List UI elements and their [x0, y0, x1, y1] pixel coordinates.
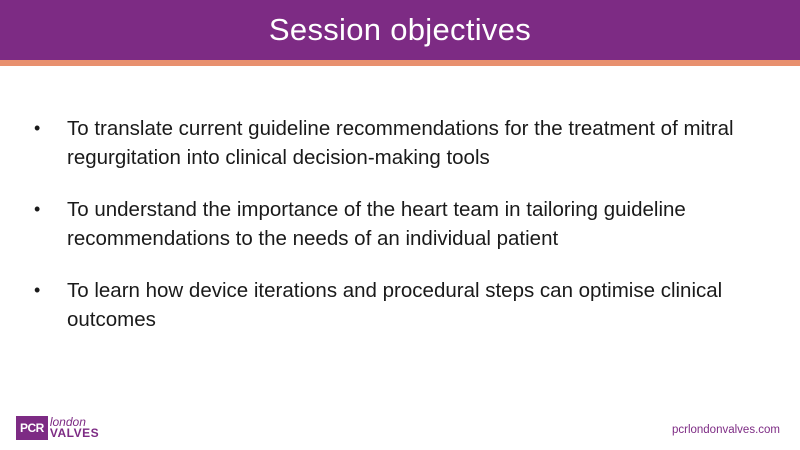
- logo-line-1: london: [49, 415, 86, 429]
- list-item-text: To learn how device iterations and procedural steps can optimise clinical outcomes: [67, 279, 723, 331]
- pcr-london-valves-logo: [16, 416, 99, 440]
- title-bar: [0, 0, 800, 60]
- list-item: [34, 276, 774, 334]
- logo-line-2: VALVES: [49, 426, 100, 440]
- list-item-text: To translate current guideline recommendations for the treatment of mitral regurgitation into clinical decision-making tools: [67, 117, 734, 169]
- bullet-icon: •: [34, 280, 41, 300]
- list-item: [34, 195, 774, 253]
- list-item: [34, 114, 774, 172]
- bullet-icon: •: [34, 118, 41, 138]
- logo-mark: PCR: [16, 416, 48, 440]
- bullet-icon: •: [34, 199, 41, 219]
- website-url: pcrlondonvalves.com: [671, 424, 780, 436]
- objectives-list: [34, 114, 774, 357]
- list-item-text: To understand the importance of the heart team in tailoring guideline recommendations to the needs of an individual patient: [67, 198, 686, 250]
- slide-title: Session objectives: [268, 12, 532, 47]
- accent-divider: [0, 60, 800, 66]
- logo-wordmark: [50, 416, 99, 440]
